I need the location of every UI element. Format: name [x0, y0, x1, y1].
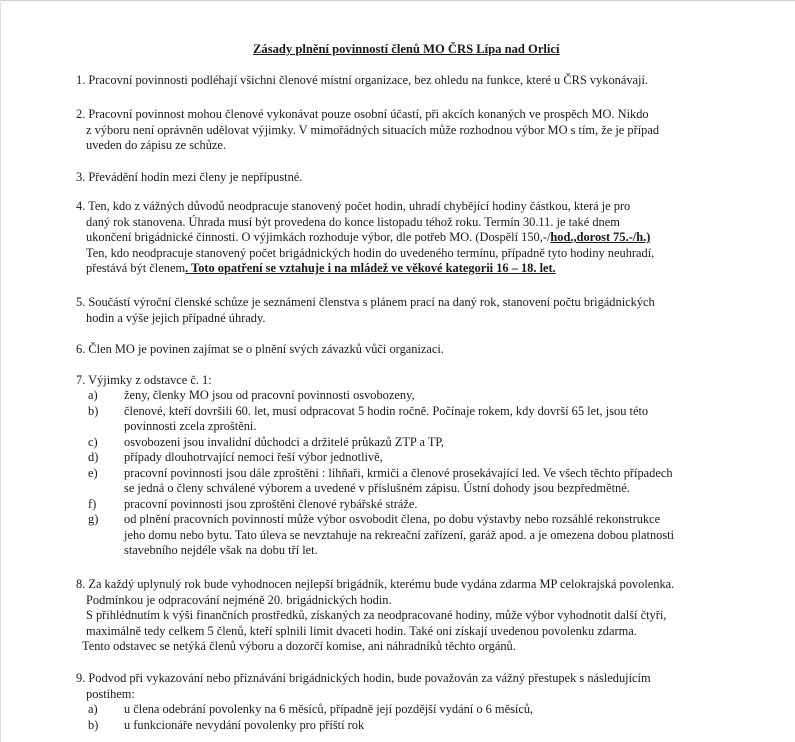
paragraph-line [76, 261, 716, 277]
list-item-text: členové, kteří dovršili 60. let, musí odpracovat 5 hodin ročně. Počínaje rokem, kdy dovrší 65 let, jsou této [124, 403, 649, 418]
list-item [88, 435, 718, 451]
paragraph-6 [76, 342, 716, 358]
paragraph-line: 5. Součástí výroční členské schůze je seznámení členstva s plánem prací na daný rok, stanovení počtu brigádnických [76, 295, 655, 309]
text-run: ukončení brigádnické činnosti. O výjimkách rozhoduje výbor, dle potřeb MO. (Dospělí 150,-/ [86, 230, 551, 244]
list-item-continuation: stavebního nejdéle však na dobu tří let. [124, 543, 318, 557]
document-title: Zásady plnění povinností členů MO ČRS Lípa nad Orlicí [253, 42, 560, 56]
youth-rule-note: . Toto opatření se vztahuje i na mládež ve věkové kategorii 16 – 18. let. [185, 261, 556, 275]
paragraph-4 [76, 199, 716, 277]
list-item [88, 497, 718, 513]
list-letter: b) [88, 717, 99, 732]
list-letter: b) [88, 403, 99, 418]
price-note: hod.,dorost 75.-/h.) [550, 230, 651, 244]
paragraph-line [76, 230, 716, 246]
penalties-list [88, 702, 718, 733]
list-item-continuation: se jedná o členy schválené výborem a uvedené v příslušném zápisu. Ústní dohody jsou bezpředmětné. [124, 481, 630, 495]
list-item-continuation: povinnosti zcela zproštěni. [124, 419, 257, 433]
list-item-continuation: jeho domu nebo bytu. Tato úleva se nevztahuje na rekreační zařízení, garáž apod. a je omezena dobou platnosti [124, 527, 675, 542]
paragraph-line: postihem: [86, 686, 135, 701]
list-item [88, 388, 718, 404]
list-letter: f) [88, 496, 97, 511]
list-item-text: u člena odebrání povolenky na 6 měsíců, případně její pozdější vydání o 6 měsíců, [124, 702, 534, 716]
exemptions-list [88, 388, 718, 559]
paragraph-7-heading: 7. Výjimky z odstavce č. 1: [76, 373, 212, 387]
paragraph-line: Podmínkou je odpracování nejméně 20. brigádnických hodin. [86, 592, 392, 607]
list-item [88, 450, 718, 466]
paragraph-8 [76, 577, 716, 655]
paragraph-2 [76, 107, 716, 154]
list-letter: a) [88, 702, 98, 716]
paragraph-line: z výboru není oprávněn udělovat výjimky. V mimořádných situacích může rozhodnou výbor MO s tím, že je případ [86, 122, 660, 137]
list-letter: c) [88, 434, 98, 449]
paragraph-line: hodin a výše jejich případné úhrady. [86, 310, 266, 325]
paragraph-line: 8. Za každý uplynulý rok bude vyhodnocen nejlepší brigádník, kterému bude vydána zdarma MP celokrajská povolenka. [76, 577, 675, 591]
list-item-text: pracovní povinnosti jsou dále zproštěni : lihňaři, krmiči a členové prosekávající led. Ve všech těchto případech [124, 465, 673, 480]
page-top-edge [0, 0, 795, 1]
list-item-text: pracovní povinnosti jsou zproštěni členové rybářské stráže. [124, 496, 418, 511]
paragraph-5 [76, 295, 716, 326]
paragraph-line: daný rok stanovena. Úhrada musí být provedena do konce listopadu téhož roku. Termín 30.11. je také dnem [86, 214, 620, 229]
paragraph-line: uveden do zápisu ze schůze. [86, 138, 227, 152]
list-item [88, 702, 718, 718]
paragraph-line: maximálně tedy celkem 5 členů, kteří splnili limit dvaceti hodin. Také oni získají uvedenou povolenku zdarma. [86, 623, 637, 638]
paragraph-7-intro [76, 373, 716, 389]
list-letter: g) [88, 512, 99, 526]
list-letter: e) [88, 465, 98, 480]
paragraph-3 [76, 170, 716, 186]
page-left-edge [0, 0, 1, 742]
list-item-text: od plnění pracovních povinností může výbor osvobodit člena, po dobu výstavby nebo rozsáhlé rekonstrukce [124, 512, 661, 526]
text-run: přestává být členem [86, 261, 186, 275]
paragraph-line: S přihlédnutím k výši finančních prostředků, získaných za neodpracované hodiny, může výbor vyhodnotit další čtyři, [86, 608, 667, 622]
paragraph-line: 9. Podvod při vykazování nebo přiznávání brigádnických hodin, bude považován za vážný přestupek s následujícím [76, 671, 651, 685]
list-item [88, 512, 718, 528]
list-item-text: osvobozeni jsou invalidní důchodci a držitelé průkazů ZTP a TP, [124, 434, 445, 449]
list-letter: a) [88, 388, 98, 402]
paragraph-1 [76, 73, 716, 89]
paragraph-line: 2. Pracovní povinnost mohou členové vykonávat pouze osobní účastí, při akcích konaných ve prospěch MO. Nikdo [76, 107, 649, 121]
list-item [88, 404, 718, 420]
paragraph-line: Ten, kdo neodpracuje stanovený počet brigádnických hodin do uvedeného termínu, případně tyto hodiny neuhradí, [86, 245, 655, 260]
paragraph-6-text: 6. Člen MO je povinen zajímat se o plnění svých závazků vůči organizaci. [76, 342, 444, 356]
list-item [88, 718, 718, 734]
list-letter: d) [88, 450, 99, 464]
paragraph-9 [76, 671, 716, 702]
list-item [88, 466, 718, 482]
list-item-text: případy dlouhotrvající nemoci řeší výbor jednotlivě, [124, 450, 383, 464]
paragraph-line: 4. Ten, kdo z vážných důvodů neodpracuje stanovený počet hodin, uhradí chybějící hodiny částkou, která je pro [76, 199, 631, 213]
list-item-text: u funkcionáře nevydání povolenky pro příští rok [124, 717, 365, 732]
paragraph-3-text: 3. Převádění hodin mezi členy je nepřípustné. [76, 170, 303, 184]
list-item-text: ženy, členky MO jsou od pracovní povinnosti osvobozeny, [124, 388, 415, 402]
paragraph-line: Tento odstavec se netýká členů výboru a dozorčí komise, ani náhradníků těchto orgánů. [82, 639, 516, 653]
paragraph-1-text: 1. Pracovní povinnosti podléhají všichni členové místní organizace, bez ohledu na funkce, které u ČRS vykonávají. [76, 73, 649, 87]
